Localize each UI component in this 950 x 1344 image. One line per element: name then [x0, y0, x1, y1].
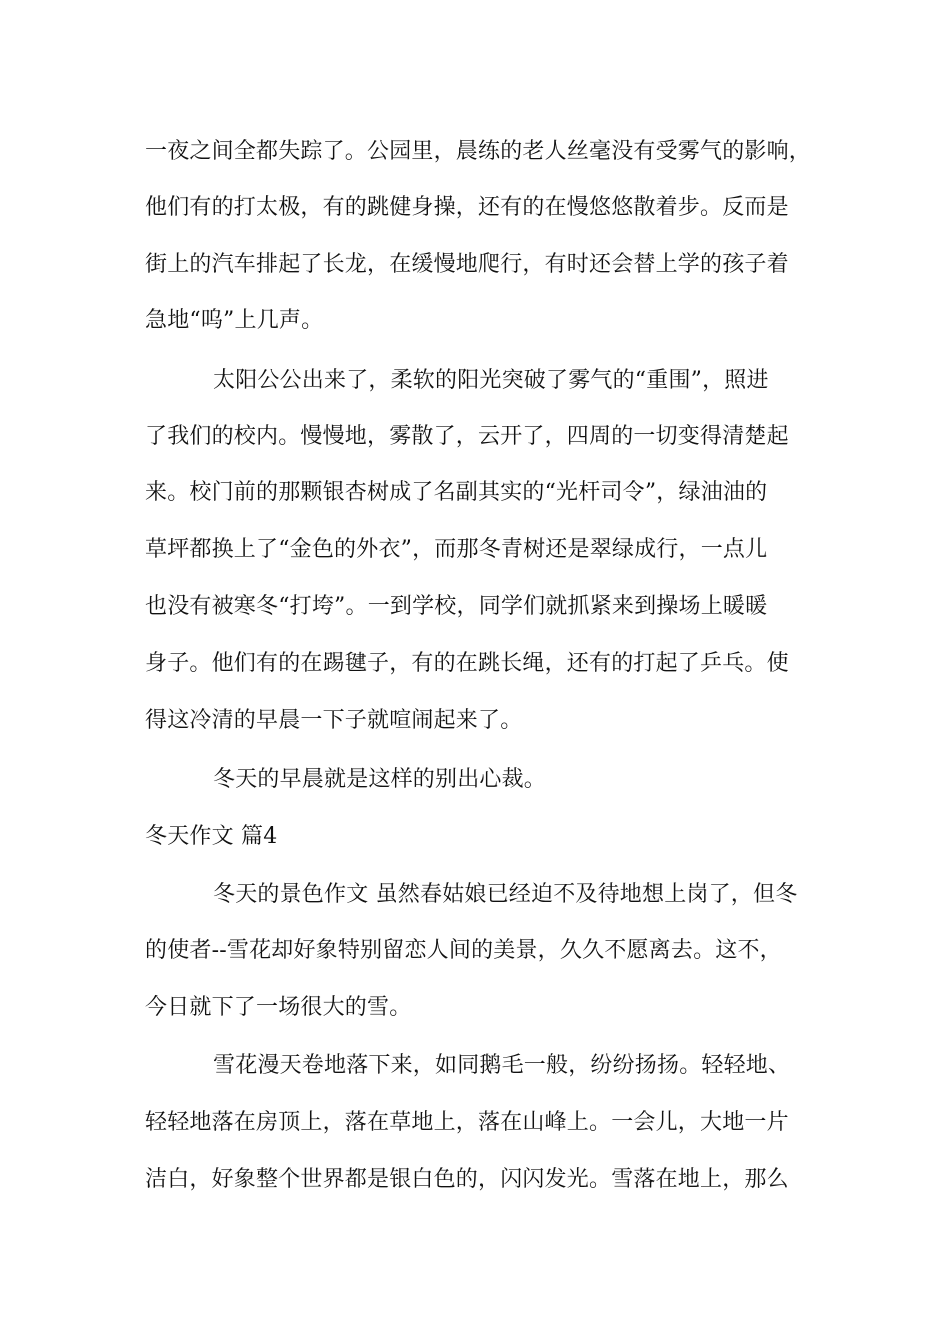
paragraph-1-line-3: 街上的汽车排起了长龙，在缓慢地爬行，有时还会替上学的孩子着	[145, 252, 789, 277]
paragraph-2-line-7: 得这冷清的早晨一下子就喧闹起来了。	[145, 708, 523, 733]
paragraph-2-line-3: 来。校门前的那颗银杏树成了名副其实的“光杆司令”，绿油油的	[145, 480, 768, 505]
paragraph-5-line-1: 雪花漫天卷地落下来，如同鹅毛一般，纷纷扬扬。轻轻地、	[213, 1053, 791, 1078]
paragraph-4-line-1: 冬天的景色作文 虽然春姑娘已经迫不及待地想上岗了，但冬	[213, 882, 798, 907]
paragraph-2-line-1: 太阳公公出来了，柔软的阳光突破了雾气的“重围”，照进	[213, 368, 769, 393]
paragraph-2-line-5: 也没有被寒冬“打垮”。一到学校，同学们就抓紧来到操场上暖暖	[145, 594, 768, 619]
paragraph-1-line-2: 他们有的打太极，有的跳健身操，还有的在慢悠悠散着步。反而是	[145, 195, 789, 220]
paragraph-1-line-1: 一夜之间全都失踪了。公园里，晨练的老人丝毫没有受雾气的影响，	[145, 139, 812, 164]
paragraph-1-line-4: 急地“呜”上几声。	[145, 308, 324, 333]
paragraph-3-line-1: 冬天的早晨就是这样的别出心裁。	[213, 767, 547, 792]
paragraph-4-line-3: 今日就下了一场很大的雪。	[145, 995, 412, 1020]
paragraph-4-line-2: 的使者--雪花却好象特别留恋人间的美景，久久不愿离去。这不，	[145, 938, 782, 963]
paragraph-2-line-2: 了我们的校内。慢慢地，雾散了，云开了，四周的一切变得清楚起	[145, 424, 789, 449]
paragraph-2-line-6: 身子。他们有的在踢毽子，有的在跳长绳，还有的打起了乒乓。使	[145, 651, 789, 676]
section-heading: 冬天作文 篇4	[145, 824, 278, 849]
paragraph-2-line-4: 草坪都换上了“金色的外衣”，而那冬青树还是翠绿成行，一点儿	[145, 537, 768, 562]
paragraph-5-line-2: 轻轻地落在房顶上，落在草地上，落在山峰上。一会儿，大地一片	[145, 1110, 789, 1135]
paragraph-5-line-3: 洁白，好象整个世界都是银白色的，闪闪发光。雪落在地上，那么	[145, 1167, 789, 1192]
